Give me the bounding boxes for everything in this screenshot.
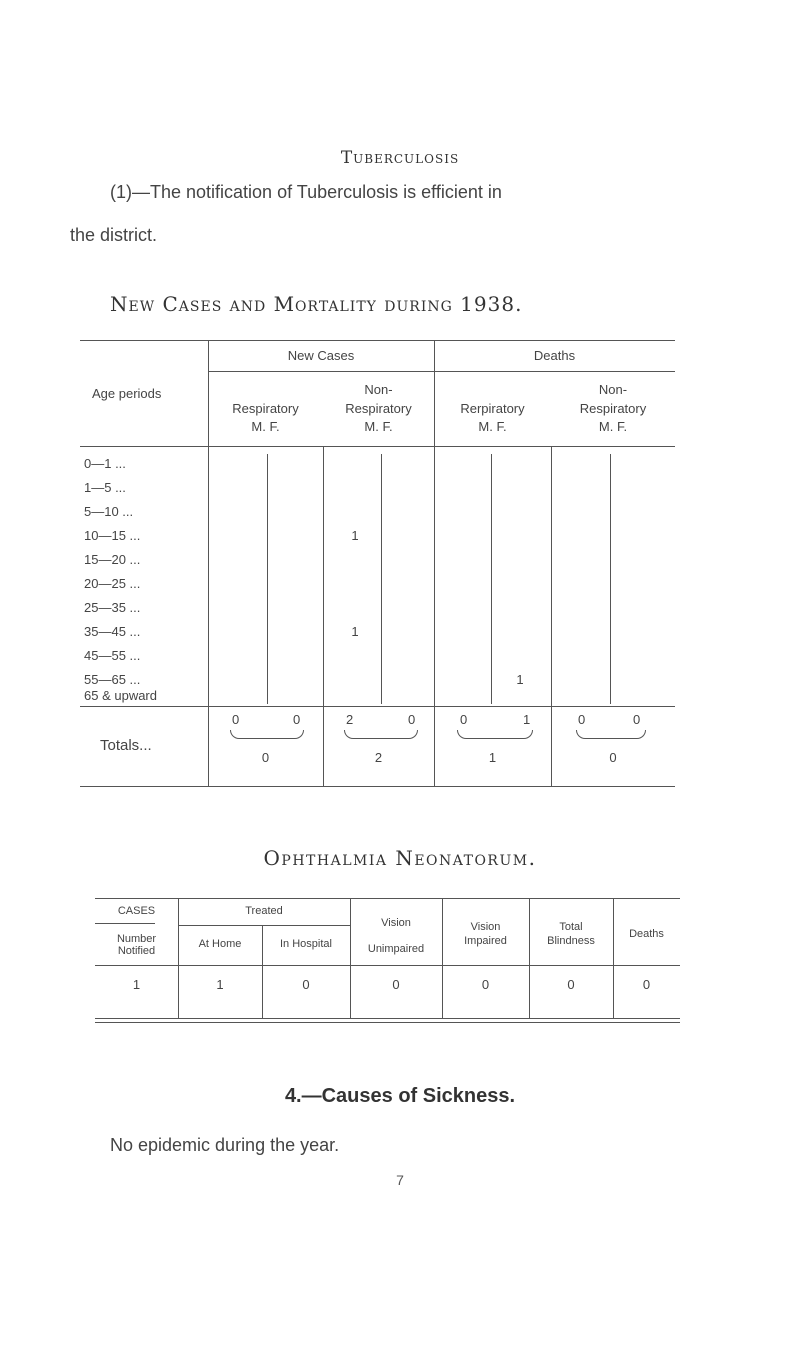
total-new-nonresp-f: 0: [408, 712, 416, 727]
new-resp-header: Respiratory: [232, 401, 299, 416]
age-periods-header: Age periods: [92, 386, 162, 401]
notification-line-1: (1)—The notification of Tuberculosis is efficient in: [110, 182, 502, 202]
oph-val-deaths: 0: [642, 977, 651, 992]
total-deaths-resp-m: 0: [460, 712, 468, 727]
oph-col-vision-unimpaired-line2: Unimpaired: [367, 943, 425, 955]
oph-col-number-notified-line2: Notified: [117, 945, 156, 957]
age-row: 25—35 ...: [84, 600, 141, 615]
total-deaths-nonresp-m: 0: [578, 712, 586, 727]
new-nonresp-mf: M. F.: [364, 419, 393, 434]
total-brace: [230, 730, 304, 739]
oph-col-number-notified: [95, 933, 178, 957]
total-brace: [457, 730, 533, 739]
age-row: 0—1 ...: [84, 456, 126, 471]
deaths-header: Deaths: [533, 348, 576, 363]
age-row: 20—25 ...: [84, 576, 141, 591]
oph-val-at-home: 1: [216, 977, 224, 992]
age-row: 5—10 ...: [84, 504, 134, 519]
deaths-resp-mf: M. F.: [478, 419, 507, 434]
total-deaths-resp-f: 1: [523, 712, 531, 727]
oph-col-total-blindness: [529, 920, 613, 948]
cell-35-45-nonresp-m: 1: [351, 624, 359, 639]
oph-col-vision-unimpaired: [350, 910, 442, 962]
age-row: 65 & upward: [84, 688, 157, 703]
page-number: 7: [396, 1172, 404, 1188]
age-row: 10—15 ...: [84, 528, 141, 543]
new-cases-header: New Cases: [287, 348, 355, 363]
age-row: 15—20 ...: [84, 552, 141, 567]
notification-line-2: the district.: [70, 225, 158, 245]
oph-col-vision-impaired-line2: Impaired: [464, 935, 507, 947]
deaths-nonresp-non: Non-: [598, 382, 628, 397]
sickness-text: No epidemic during the year.: [110, 1135, 340, 1155]
oph-col-number-notified-line1: Number: [116, 933, 157, 945]
oph-col-total-blindness-line1: Total: [559, 921, 583, 933]
oph-val-in-hospital: 0: [302, 977, 310, 992]
oph-val-total-blindness: 0: [567, 977, 575, 992]
oph-col-vision-impaired: [442, 920, 529, 948]
oph-col-deaths: Deaths: [629, 928, 664, 940]
age-row: 1—5 ...: [84, 480, 126, 495]
total-new-nonresp: 2: [374, 750, 383, 765]
total-deaths-resp: 1: [488, 750, 497, 765]
cell-55-65-deaths-resp-f: 1: [516, 672, 524, 687]
oph-col-vision-unimpaired-line1: Vision: [381, 917, 411, 929]
cell-10-15-nonresp-m: 1: [351, 528, 359, 543]
tb-table-heading: New Cases and Mortality during 1938.: [110, 292, 523, 316]
sickness-heading: 4.—Causes of Sickness.: [284, 1085, 516, 1107]
oph-col-treated: Treated: [245, 905, 283, 917]
total-deaths-nonresp: 0: [609, 750, 617, 765]
total-new-resp-m: 0: [232, 712, 240, 727]
oph-val-vision-impaired: 0: [481, 977, 490, 992]
deaths-resp-header: Rerpiratory: [460, 401, 525, 416]
oph-val-notified: 1: [132, 977, 141, 992]
new-resp-mf: M. F.: [251, 419, 280, 434]
new-nonresp-header: Respiratory: [345, 401, 412, 416]
total-new-resp-f: 0: [293, 712, 301, 727]
oph-col-vision-impaired-line1: Vision: [470, 921, 501, 933]
age-row: 35—45 ...: [84, 624, 141, 639]
oph-col-at-home: At Home: [198, 938, 242, 950]
total-new-resp: 0: [261, 750, 270, 765]
oph-col-in-hospital: In Hospital: [280, 938, 332, 950]
total-brace: [344, 730, 418, 739]
totals-label: Totals...: [100, 737, 152, 754]
oph-val-vision-unimpaired: 0: [392, 977, 400, 992]
age-row: 45—55 ...: [84, 648, 141, 663]
section-title: Tuberculosis: [340, 148, 460, 168]
oph-col-total-blindness-line2: Blindness: [547, 935, 595, 947]
new-nonresp-non: Non-: [364, 382, 393, 397]
total-deaths-nonresp-f: 0: [633, 712, 641, 727]
total-new-nonresp-m: 2: [346, 712, 354, 727]
oph-col-cases: CASES: [117, 905, 156, 917]
oph-table-heading: Ophthalmia Neonatorum.: [263, 846, 537, 870]
total-brace: [576, 730, 646, 739]
deaths-nonresp-header: Respiratory: [579, 401, 647, 416]
deaths-nonresp-mf: M. F.: [598, 419, 628, 434]
age-row: 55—65 ...: [84, 672, 141, 687]
